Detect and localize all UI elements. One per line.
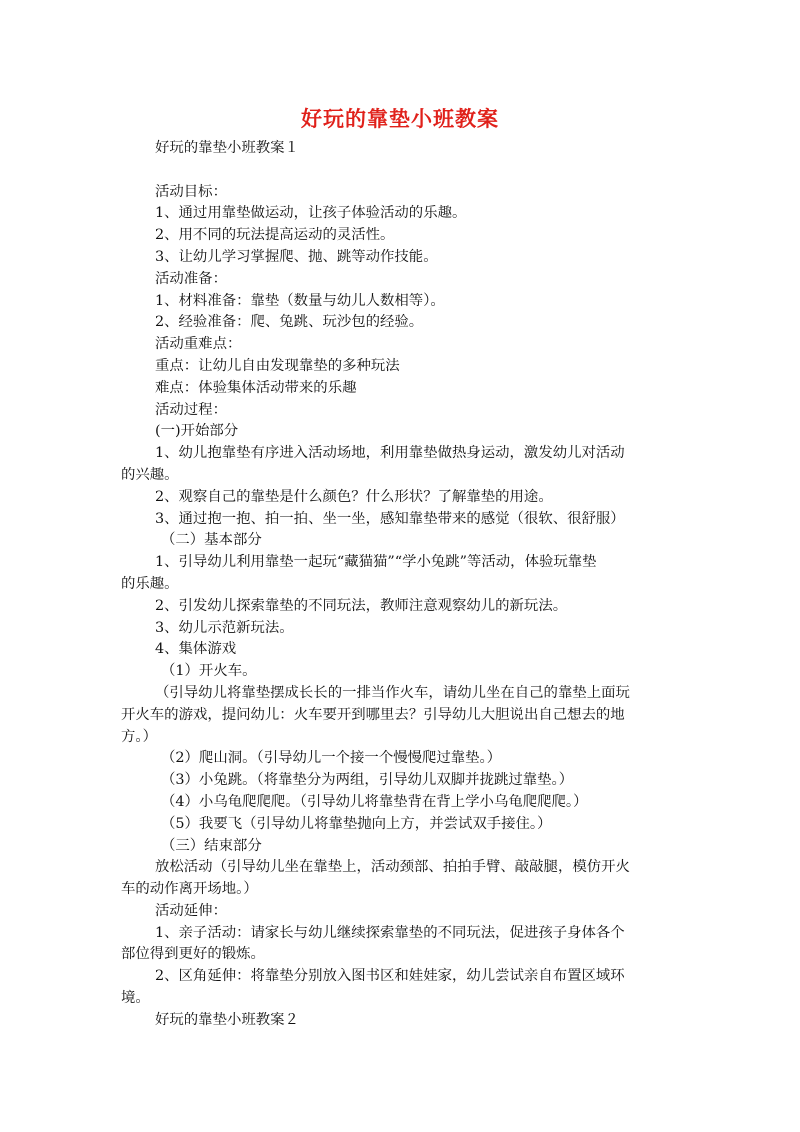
paragraph-line: （2）爬山洞。（引导幼儿一个接一个慢慢爬过靠垫。） bbox=[161, 750, 502, 767]
paragraph-line: 2、用不同的玩法提高运动的灵活性。 bbox=[155, 227, 395, 244]
paragraph-line: 难点：体验集体活动带来的乐趣 bbox=[155, 379, 357, 396]
section-heading: 好玩的靠垫小班教案２ bbox=[155, 1011, 299, 1028]
document-title: 好玩的靠垫小班教案 bbox=[301, 106, 499, 131]
paragraph-line: （5）我要飞（引导幼儿将靠垫抛向上方，并尝试双手接住。） bbox=[161, 815, 552, 832]
paragraph-line: 2、观察自己的靠垫是什么颜色？什么形状？了解靠垫的用途。 bbox=[155, 488, 553, 505]
paragraph-line: 3、让幼儿学习掌握爬、抛、跳等动作技能。 bbox=[155, 248, 438, 265]
paragraph-line: 活动重难点： bbox=[155, 336, 242, 353]
paragraph-line: 3、幼儿示范新玩法。 bbox=[155, 619, 294, 636]
paragraph-line: 2、引发幼儿探索靠垫的不同玩法，教师注意观察幼儿的新玩法。 bbox=[155, 597, 568, 614]
paragraph-line: 的乐趣。 bbox=[121, 575, 179, 592]
section-heading: 好玩的靠垫小班教案１ bbox=[155, 140, 299, 156]
blank-line bbox=[121, 160, 681, 182]
paragraph-line: 车的动作离开场地。） bbox=[121, 881, 258, 898]
paragraph-line: 方。） bbox=[121, 728, 157, 745]
paragraph-line: 开火车的游戏，提问幼儿：火车要开到哪里去？引导幼儿大胆说出自己想去的地 bbox=[121, 706, 625, 723]
paragraph-line: 1、引导幼儿利用靠垫一起玩“藏猫猫”“学小兔跳”等活动，体验玩靠垫 bbox=[155, 554, 597, 571]
paragraph-line: 1、材料准备：靠垫（数量与幼儿人数相等）。 bbox=[155, 292, 445, 309]
paragraph-line: 4、集体游戏 bbox=[155, 641, 237, 658]
paragraph-line: 1、通过用靠垫做运动，让孩子体验活动的乐趣。 bbox=[155, 205, 467, 222]
paragraph-line: （4）小乌龟爬爬爬。（引导幼儿将靠垫背在背上学小乌龟爬爬爬。） bbox=[161, 793, 588, 810]
paragraph-line: (一)开始部分 bbox=[155, 423, 239, 440]
paragraph-line: 2、经验准备：爬、兔跳、玩沙包的经验。 bbox=[155, 314, 424, 331]
paragraph-line: 1、亲子活动：请家长与幼儿继续探索靠垫的不同玩法，促进孩子身体各个 bbox=[155, 924, 625, 941]
paragraph-line: 放松活动（引导幼儿坐在靠垫上，活动颈部、拍拍手臂、敲敲腿，模仿开火 bbox=[155, 859, 630, 876]
paragraph-line: 活动准备： bbox=[155, 270, 227, 287]
paragraph-line: 1、幼儿抱靠垫有序进入活动场地，利用靠垫做热身运动，激发幼儿对活动 bbox=[155, 445, 625, 462]
paragraph-line: 的兴趣。 bbox=[121, 466, 179, 483]
document-body bbox=[121, 138, 681, 1032]
paragraph-line: （二）基本部分 bbox=[161, 532, 262, 549]
paragraph-line: 部位得到更好的锻炼。 bbox=[121, 946, 265, 963]
paragraph-line: 2、区角延伸：将靠垫分别放入图书区和娃娃家，幼儿尝试亲自布置区域环 bbox=[155, 968, 625, 985]
paragraph-line: （1）开火车。 bbox=[161, 663, 257, 680]
paragraph-line: （3）小兔跳。（将靠垫分为两组，引导幼儿双脚并拢跳过靠垫。） bbox=[161, 772, 574, 789]
paragraph-line: 重点：让幼儿自由发现靠垫的多种玩法 bbox=[155, 357, 400, 374]
paragraph-line: 活动过程： bbox=[155, 401, 227, 418]
paragraph-line: （引导幼儿将靠垫摆成长长的一排当作火车，请幼儿坐在自己的靠垫上面玩 bbox=[155, 684, 630, 701]
paragraph-line: （三）结束部分 bbox=[161, 837, 262, 854]
paragraph-line: 活动目标： bbox=[155, 183, 227, 200]
paragraph-line: 3、通过抱一抱、拍一拍、坐一坐，感知靠垫带来的感觉（很软、很舒服） bbox=[155, 510, 625, 527]
paragraph-line: 境。 bbox=[121, 990, 150, 1007]
paragraph-line: 活动延伸： bbox=[155, 902, 227, 919]
